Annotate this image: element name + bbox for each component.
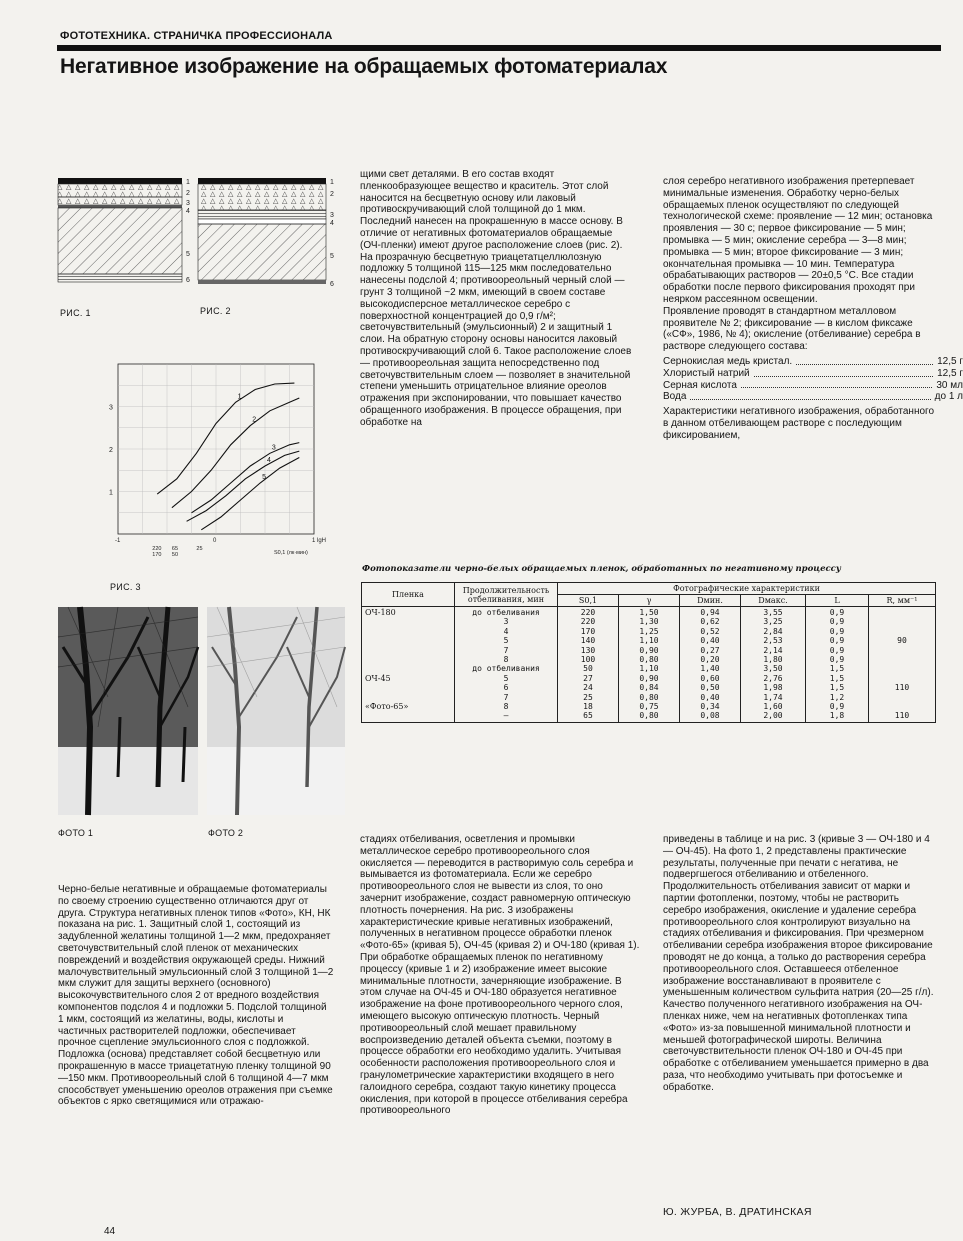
duration-column: до отбеливания 3 4 5 7 8 до отбеливания 5 6 7 8 —	[455, 607, 558, 723]
y-tick-label: 2	[109, 447, 113, 454]
film-column: ОЧ-180 ОЧ-45 «Фото-65»	[362, 607, 455, 723]
fig1-layer-5: 5	[186, 251, 190, 258]
col3-bottom-paragraph: приведены в таблице и на рис. 3 (кривые 3 — ОЧ-180 и 4 — ОЧ-45). На фото 1, 2 представлены практические результаты, полученные при печати с негатива, не подвергшегося отбеливанию и отбеленного. Продолжительность отбеливания зависит от марки и партии фотопленки, поэтому, чтобы не растворить серебро изображения, окисление и удаление серебра противоореольного слоя контролируют визуально на стадиях отбеливания и фиксирования. При чрезмерном отбеливании серебра изображения второе фиксирование проводят не до конца, а только до растворения серебра противоореольного слоя. Оставшееся отбеленное изображение восстанавливают в проявителе с уменьшенным количеством сульфита натрия (20—25 г/л). Качество полученного негативного изображения на ОЧ-пленках ниже, чем на негативных фотопленках типа «Фото» из-за повышенной минимальной плотности и меньшей фотографической широты. Величина светочувствительности пленок ОЧ-180 и ОЧ-45 при обработке с отбеливанием уменьшается примерно в два раза, что необходимо учитывать при фотосъемке и обработке.	[663, 834, 934, 1093]
fig2-layer-1: 1	[330, 179, 334, 186]
page-number: 44	[104, 1226, 116, 1237]
series-line-1	[157, 383, 294, 494]
y-tick-label: 3	[109, 404, 113, 412]
fig1-caption: РИС. 1	[60, 308, 91, 318]
reagent-row: Сернокислая медь кристал. 12,5 г	[663, 355, 963, 367]
x2-tick-label: 220	[152, 546, 162, 552]
series-line-4	[187, 451, 300, 521]
fig1-layer-4: 4	[186, 208, 190, 215]
fig2-caption: РИС. 2	[200, 306, 231, 316]
layer-diagrams	[56, 176, 346, 296]
x-tick-label: -1	[115, 538, 121, 544]
x-tick-label: 0	[213, 538, 217, 544]
series-line-2	[172, 398, 299, 508]
photo-properties-table	[361, 582, 936, 723]
y-tick-label: 1	[109, 489, 113, 497]
series-label-4: 4	[267, 457, 271, 464]
gamma-column: 1,50 1,30 1,25 1,10 0,90 0,80 1,10 0,90 0,84 0,80 0,75 0,80	[619, 607, 680, 723]
reagent-row: Вода до 1 л	[663, 391, 963, 403]
series-label-5: 5	[262, 474, 267, 481]
table-row	[362, 607, 936, 723]
series-label-1: 1	[237, 393, 242, 401]
fig1-layer-3: 3	[186, 200, 190, 207]
photo1-caption: ФОТО 1	[58, 828, 94, 838]
fig1-layer-numbers	[186, 179, 190, 284]
th-dmin: Dмин.	[680, 595, 741, 607]
photo-2	[207, 607, 345, 815]
table-title: Фотопоказатели черно-белых обращаемых пленок, обработанных по негативному процессу	[362, 564, 841, 574]
fig2-layer-2: 2	[330, 191, 334, 198]
x2-axis-label: S0,1 (лк·мин)	[274, 550, 308, 556]
th-l: L	[806, 595, 869, 607]
series-label-3: 3	[271, 444, 276, 452]
series-line-3	[192, 443, 300, 513]
photo-1	[58, 607, 198, 815]
fig1-diagram	[58, 178, 182, 282]
fig2-diagram	[198, 178, 326, 284]
col1-paragraph: Черно-белые негативные и обращаемые фотоматериалы по своему строению существенно отличаются друг от друга. Структура негативных пленок типов «Фото», КН, НК показана на рис. 1. Защитный слой 1, состоящий из задубленной желатины толщиной 1—2 мкм, предохраняет светочувствительный слой пленок от механических повреждений и воздействия окружающей среды. Нижний малочувствительный эмульсионный слой 3 толщиной 1—2 мкм служит для защиты верхнего (основного) высокочувствительного слоя 2 от вредного воздействия компонентов подслоя 4 и подложки 5. Подслой толщиной 1 мкм, состоящий из желатины, воды, кислоты и частичных растворителей подложки, обеспечивает прочное сцепление эмульсионного слоя с подложкой. Подложка (основа) представляет собой бесцветную или прокрашенную в массе триацетатную пленку толщиной 90—150 мкм. Противоореольный слой 6 толщиной 4—7 мкм способствует уменьшению ореолов отражения при съемке объектов с ярко светящимися или отражаю-	[58, 884, 334, 1108]
th-duration: Продолжительность отбеливания, мин	[455, 583, 558, 607]
series-label-2: 2	[252, 416, 257, 424]
article-title: Негативное изображение на обращаемых фотоматериалах	[60, 55, 668, 78]
col3-bottom-text	[663, 834, 938, 1094]
fig1-layer-2: 2	[186, 190, 190, 197]
col3-paragraph-c: Характеристики негативного изображения, обработанного в данном отбеливающем растворе с последующим фиксированием,	[663, 406, 935, 441]
reagent-list	[663, 355, 963, 403]
th-s: S0,1	[558, 595, 619, 607]
fig1-layer-6: 6	[186, 277, 190, 284]
reagent-row: Серная кислота 30 мл	[663, 379, 963, 391]
section-rubric: ФОТОТЕХНИКА. СТРАНИЧКА ПРОФЕССИОНАЛА	[60, 30, 333, 42]
th-dmax: Dмакс.	[741, 595, 806, 607]
col2-bottom-text	[360, 834, 642, 1117]
photo2-caption: ФОТО 2	[208, 828, 244, 838]
fig3-caption: РИС. 3	[110, 582, 141, 592]
header-rule	[57, 45, 941, 51]
th-group: Фотографические характеристики	[558, 583, 936, 595]
dmax-column: 3,55 3,25 2,84 2,53 2,14 1,80 3,50 2,76 1,98 1,74 1,60 2,00	[741, 607, 806, 723]
fig1-layer-1: 1	[186, 179, 190, 186]
col2-top-paragraph: щими свет деталями. В его состав входят пленкообразующее вещество и краситель. Этот слой наносится на бесцветную основу или лаковый противоскручивающий слой толщиной до 1 мкм. Последний нанесен на прокрашенную в массе основу. В отличие от негативных фотоматериалов обращаемые (ОЧ-пленки) имеют другое расположение слоев (рис. 2). На прозрачную бесцветную триацетатцеллюлозную подложку 5 толщиной 115—125 мкм последовательно нанесены подслой 4; противоореольный черный слой — грунт 3 толщиной ~2 мкм, имеющий в своем составе высокодисперсное металлическое серебро с поверхностной концентрацией до 0,9 г/м²; светочувствительный (эмульсионный) 2 и защитный 1 слои. На обратную сторону основы наносится лаковый противоскручивающий слой 6. Такое расположение слоев — противоореольная защита непосредственно под светочувствительным слоем — позволяет в значительной степени уменьшить отрицательное влияние ореолов отражения при экспонировании, что повышает качество обращенного изображения. В процессе обращения, при обработке на	[360, 169, 632, 428]
fig2-layer-numbers	[330, 179, 334, 288]
col3-paragraph-b: Проявление проводят в стандартном металловом проявителе № 2; фиксирование — в кислом фиксаже («СФ», 1986, № 4); окисление (отбеливание) серебра в растворе следующего состава:	[663, 305, 921, 353]
fig2-layer-3: 3	[330, 212, 334, 219]
x2-tick-label: 50	[171, 552, 179, 558]
x2-tick-label: 25	[196, 546, 203, 552]
col3-paragraph-a: слоя серебро негативного изображения претерпевает минимальные изменения. Обработку черно-белых обращаемых пленок осуществляют по следующей технологической схеме: проявление — 12 мин; остановка проявления — 30 с; первое фиксирование — 5 мин; промывка — 5 мин; окисление серебра — 3—8 мин; промывка — 5 мин; второе фиксирование — 3 мин; окончательная промывка — 10 мин. Температура обрабатывающих растворов — 20±0,5 °С. Все стадии обработки после первого фиксирования проходят при неярком рассеянном освещении.	[663, 176, 933, 305]
r-column: 90 110 110	[869, 607, 936, 723]
authors-signature: Ю. ЖУРБА, В. ДРАТИНСКАЯ	[663, 1206, 812, 1218]
col3-top-text	[663, 176, 963, 442]
col2-top-text	[360, 169, 632, 429]
th-gamma: γ	[619, 595, 680, 607]
fig2-layer-4: 4	[330, 220, 334, 227]
l-column: 0,9 0,9 0,9 0,9 0,9 0,9 1,5 1,5 1,5 1,2 0,9 1,8	[806, 607, 869, 723]
col1-text	[58, 884, 334, 1108]
x2-tick-label: 65	[171, 546, 179, 552]
th-film: Пленка	[362, 583, 455, 607]
col2-bottom-paragraph: стадиях отбеливания, осветления и промывки металлическое серебро противоореольного слоя окисляется — переводится в растворимую соль серебра и вымывается из фотоматериала. Если же серебро противоореольного слоя не вывести из слоя, то оно зачернит изображение, создаст равномерную оптическую плотность почернения. На рис. 3 изображены характеристические кривые негативных изображений, полученных в негативном процессе обработки пленок «Фото-65» (кривая 5), ОЧ-45 (кривая 2) и ОЧ-180 (кривая 1). При обработке обращаемых пленок по негативному процессу (кривые 1 и 2) изображение имеет высокие минимальные плотности, зачерняющие изображение. В этом случае на ОЧ-45 и ОЧ-180 образуется негативное изображение на фоне противоореольного черного слоя, имеющего высокую оптическую плотность. Черный противоореольный слой мешает правильному воспроизведению деталей объекта съемки, поэтому в процессе обработки его необходимо удалить. Учитывая особенности расположения противоореольного слоя и гранулометрические характеристики входящего в него галоидного серебра, создают такую кинетику процесса окисления, при которой в процессе отбеливания серебра противоореольного	[360, 834, 640, 1117]
x-tick-label: 1 lgH	[312, 538, 327, 544]
dmin-column: 0,94 0,62 0,52 0,40 0,27 0,20 1,40 0,60 0,50 0,40 0,34 0,08	[680, 607, 741, 723]
characteristic-curves-chart	[104, 356, 344, 574]
th-r: R, мм⁻¹	[869, 595, 936, 607]
fig2-layer-5: 5	[330, 253, 334, 260]
s-column: 220 220 170 140 130 100 50 27 24 25 18 65	[558, 607, 619, 723]
fig2-layer-6: 6	[330, 281, 334, 288]
x2-tick-label: 170	[152, 552, 162, 558]
reagent-row: Хлористый натрий 12,5 г	[663, 367, 963, 379]
